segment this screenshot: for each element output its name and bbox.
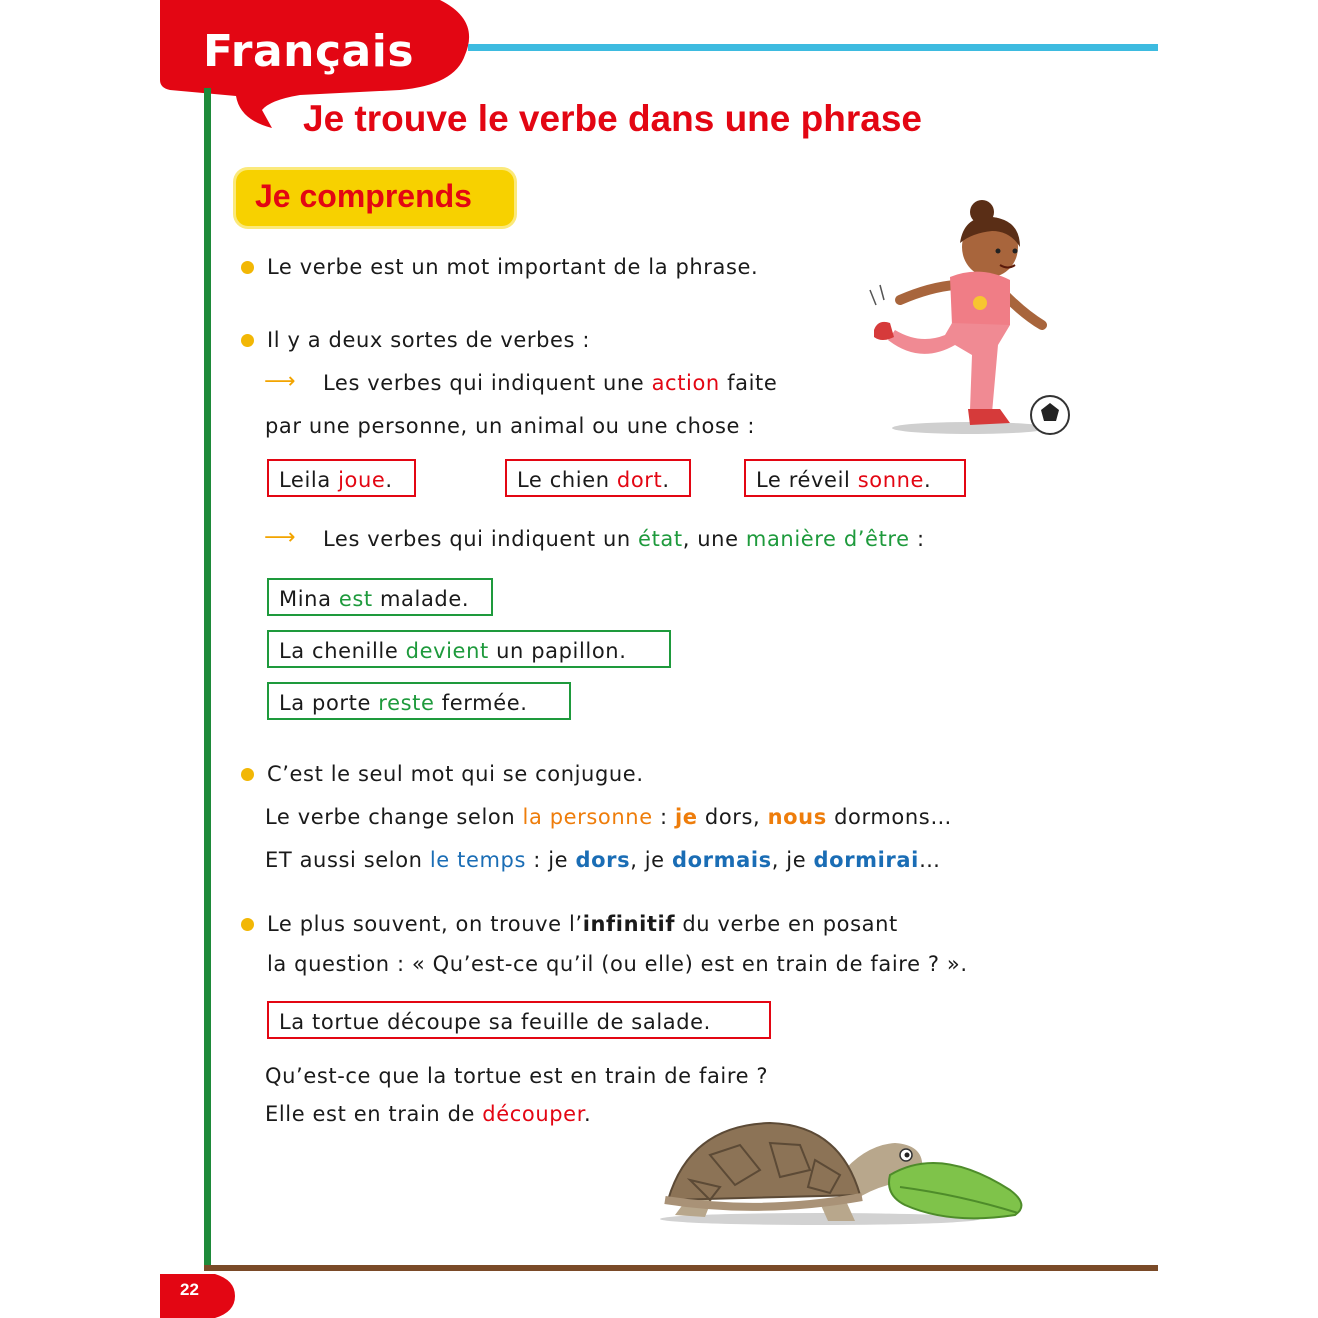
girl-kicking-ball-illustration [860, 195, 1080, 440]
definition-line: Les verbes qui indiquent une action faite [323, 371, 778, 395]
footer-rule [204, 1265, 1158, 1271]
bullet-icon [241, 768, 254, 781]
definition-line: par une personne, un animal ou une chose : [265, 414, 755, 438]
example-box: La chenille devient un papillon. [267, 630, 671, 668]
example-box: Le réveil sonne. [744, 459, 966, 497]
rule-text: Le verbe est un mot important de la phrase. [267, 255, 759, 279]
example-box: Mina est malade. [267, 578, 493, 616]
rule-text: Le verbe change selon la personne : je dors, nous dormons… [265, 805, 952, 829]
tortoise-eating-leaf-illustration [650, 1115, 1030, 1235]
example-box: La porte reste fermée. [267, 682, 571, 720]
arrow-icon: ⟶ [264, 369, 297, 394]
rule-text: la question : « Qu’est-ce qu’il (ou elle) est en train de faire ? ». [267, 952, 968, 976]
answer-line: Elle est en train de découper. [265, 1102, 592, 1126]
margin-rule [204, 88, 211, 1268]
bullet-icon [241, 918, 254, 931]
definition-line: Les verbes qui indiquent un état, une manière d’être : [323, 527, 925, 551]
arrow-icon: ⟶ [264, 525, 297, 550]
rule-text: ET aussi selon le temps : je dors, je dormais, je dormirai… [265, 848, 941, 872]
example-box: Le chien dort. [505, 459, 691, 497]
question-line: Qu’est-ce que la tortue est en train de faire ? [265, 1064, 769, 1088]
subject-label: Français [203, 26, 415, 77]
header-rule [468, 44, 1158, 51]
lesson-title: Je trouve le verbe dans une phrase [303, 98, 922, 139]
bullet-icon [241, 261, 254, 274]
rule-text: Le plus souvent, on trouve l’infinitif du verbe en posant [267, 912, 898, 936]
example-box: La tortue découpe sa feuille de salade. [267, 1001, 771, 1039]
section-label: Je comprends [255, 178, 472, 214]
rule-text: Il y a deux sortes de verbes : [267, 328, 591, 352]
bullet-icon [241, 334, 254, 347]
rule-text: C’est le seul mot qui se conjugue. [267, 762, 644, 786]
page-number: 22 [180, 1280, 199, 1299]
example-box: Leila joue. [267, 459, 416, 497]
